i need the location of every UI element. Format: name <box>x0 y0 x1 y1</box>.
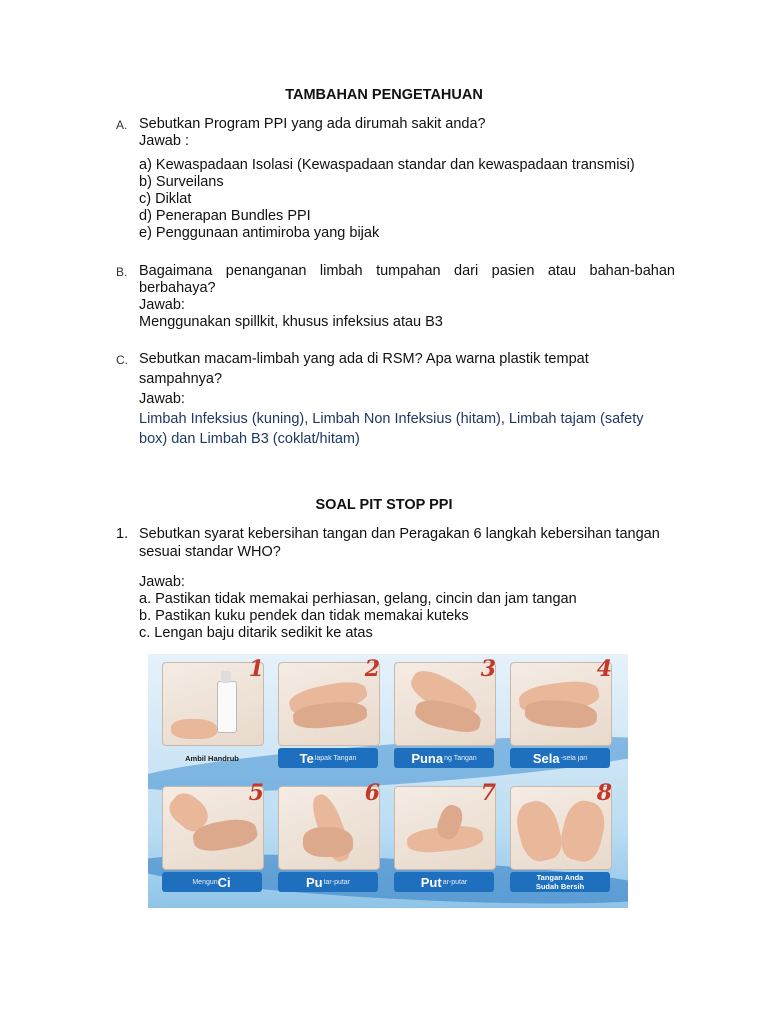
step-number: 6 <box>364 780 380 806</box>
list-item: b) Surveilans <box>139 174 224 190</box>
list-item: c) Diklat <box>139 191 192 207</box>
step-7 <box>394 780 496 900</box>
step-3 <box>394 656 496 776</box>
list-item: c. Lengan baju ditarik sedikit ke atas <box>139 625 373 641</box>
hand-washing-steps-poster <box>148 654 628 908</box>
step-label-text: lapak Tangan <box>314 754 357 762</box>
list-item: b. Pastikan kuku pendek dan tidak memakai kuteks <box>139 608 469 624</box>
step-8 <box>510 780 612 900</box>
step-label <box>510 748 610 768</box>
list-item: d) Penerapan Bundles PPI <box>139 208 311 224</box>
step-label-highlight: Ci <box>217 874 231 890</box>
step-label-text: ng Tangan <box>444 754 477 762</box>
step-2 <box>278 656 380 776</box>
step-label <box>394 872 494 892</box>
step-5 <box>162 780 264 900</box>
step-number: 2 <box>364 656 380 682</box>
step-number: 1 <box>248 656 264 682</box>
step-number: 7 <box>480 780 496 806</box>
step-number: 5 <box>248 780 264 806</box>
question-marker: B. <box>116 265 128 279</box>
step-label-highlight: Puna <box>411 750 444 766</box>
answer-list <box>139 591 675 642</box>
step-label <box>278 872 378 892</box>
step-label <box>162 872 262 892</box>
section-title-pit-stop: SOAL PIT STOP PPI <box>315 497 453 513</box>
answer-list <box>139 157 675 242</box>
answer-text: Limbah Infeksius (kuning), Limbah Non Infeksius (hitam), Limbah tajam (safety box) dan Limbah B3 (coklat/hitam) <box>139 411 644 447</box>
step-label <box>278 748 378 768</box>
question-marker: A. <box>116 118 128 132</box>
step-number: 3 <box>480 656 496 682</box>
step-label-text: ar-putar <box>442 878 468 886</box>
step-label-text: Tangan Anda <box>536 873 584 882</box>
step-label-highlight: Te <box>299 750 314 766</box>
question-text: Sebutkan Program PPI yang ada dirumah sakit anda? <box>139 116 486 132</box>
answer-text: Menggunakan spillkit, khusus infeksius atau B3 <box>139 314 443 330</box>
question-marker: 1. <box>116 526 129 542</box>
step-label-text: -sela jari <box>560 754 588 762</box>
step-6 <box>278 780 380 900</box>
step-label <box>394 748 494 768</box>
step-label-highlight: Sela <box>532 750 560 766</box>
dispenser-bottle-icon <box>217 681 237 733</box>
jawab-label: Jawab: <box>139 391 185 407</box>
step-number: 8 <box>596 780 612 806</box>
jawab-label: Jawab : <box>139 133 189 149</box>
question-text: Sebutkan macam-limbah yang ada di RSM? Apa warna plastik tempat sampahnya? <box>139 351 589 387</box>
step-label-text: Sudah Bersih <box>535 882 585 891</box>
question-marker: C. <box>116 353 128 367</box>
list-item: a. Pastikan tidak memakai perhiasan, gelang, cincin dan jam tangan <box>139 591 577 607</box>
list-item: a) Kewaspadaan Isolasi (Kewaspadaan standar dan kewaspadaan transmisi) <box>139 157 635 173</box>
step-label-text: Mengun <box>192 878 218 886</box>
question-text: Sebutkan syarat kebersihan tangan dan Peragakan 6 langkah kebersihan tangan sesuai standar WHO? <box>139 526 660 560</box>
step-label-highlight: Pu <box>305 874 323 890</box>
step-label-text: Ambil Handrub <box>185 753 239 763</box>
step-label <box>510 872 610 892</box>
jawab-label: Jawab: <box>139 297 185 313</box>
list-item: e) Penggunaan antimiroba yang bijak <box>139 225 380 241</box>
step-label-highlight: Put <box>420 874 442 890</box>
step-1 <box>162 656 264 776</box>
step-number: 4 <box>596 656 612 682</box>
step-label <box>162 748 262 768</box>
step-4 <box>510 656 612 776</box>
section-title-tambahan: TAMBAHAN PENGETAHUAN <box>285 87 483 103</box>
jawab-label: Jawab: <box>139 574 185 590</box>
question-text: Bagaimana penanganan limbah tumpahan dari pasien atau bahan-bahan berbahaya? <box>139 263 675 296</box>
step-label-text: tar-putar <box>323 878 351 886</box>
